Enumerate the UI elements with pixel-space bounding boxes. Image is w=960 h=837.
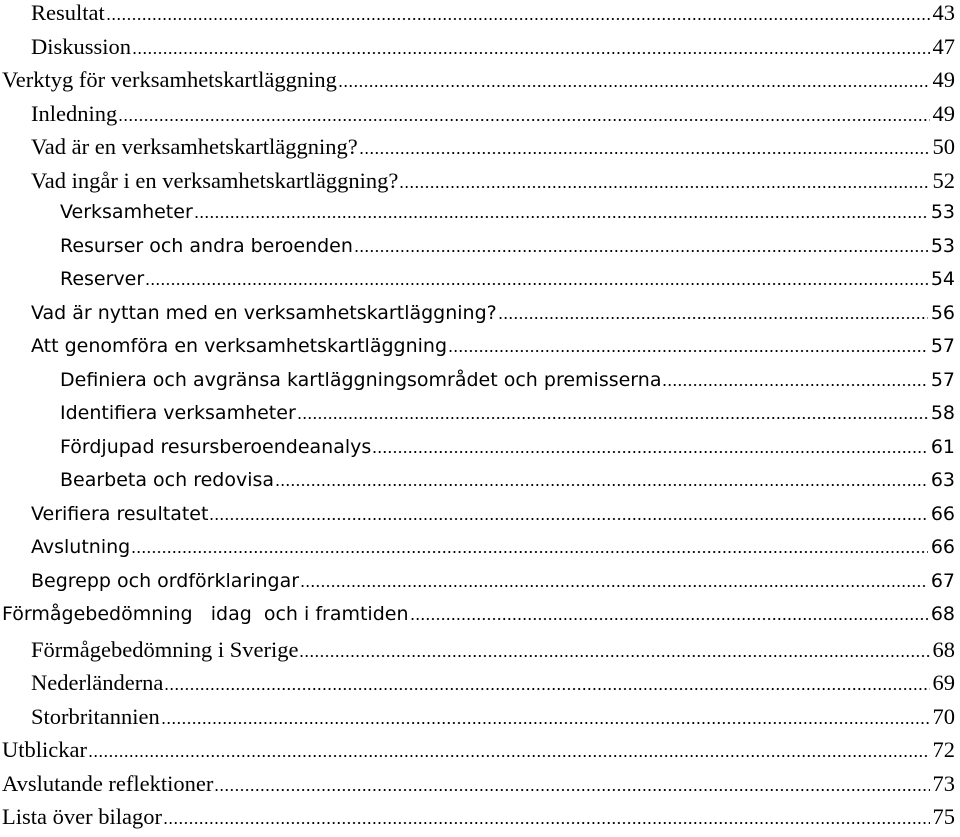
toc-entry[interactable] (0, 369, 960, 402)
toc-entry-title: Avslutande reflektioner (2, 771, 213, 797)
toc-entry[interactable] (0, 67, 960, 100)
toc-entry-title: Fördjupad resursberoendeanalys (60, 436, 371, 458)
toc-entry-page-number: 68 (931, 603, 960, 625)
toc-entry-page-number: 68 (933, 637, 960, 663)
toc-entry-page-number: 50 (933, 134, 960, 160)
toc-entry-page-number: 52 (933, 168, 960, 194)
toc-entry-page-number: 47 (933, 34, 960, 60)
toc-entry-title: Begrepp och ordförklaringar (31, 570, 299, 592)
toc-entry-page-number: 72 (933, 737, 960, 763)
toc-entry-title: Verksamheter (60, 201, 193, 223)
toc-entry-title: Bearbeta och redovisa (60, 469, 274, 491)
toc-entry[interactable] (0, 704, 960, 737)
toc-entry-page-number: 70 (933, 704, 960, 730)
toc-entry-page-number: 66 (931, 503, 960, 525)
toc-entry-page-number: 61 (931, 436, 960, 458)
toc-entry-page-number: 73 (933, 771, 960, 797)
toc-entry[interactable] (0, 168, 960, 201)
toc-entry[interactable] (0, 402, 960, 435)
toc-dot-leader (338, 83, 930, 87)
toc-entry[interactable] (0, 637, 960, 670)
toc-entry-page-number: 63 (931, 469, 960, 491)
toc-entry[interactable] (0, 570, 960, 603)
toc-entry-title: Identifiera verksamheter (60, 402, 296, 424)
toc-entry-page-number: 67 (931, 570, 960, 592)
toc-entry-title: Definiera och avgränsa kartläggningsområdet och premisserna (60, 369, 661, 391)
toc-dot-leader (299, 653, 929, 657)
toc-dot-leader (131, 549, 928, 553)
toc-dot-leader (164, 686, 929, 690)
toc-dot-leader (118, 117, 929, 121)
toc-dot-leader (132, 50, 929, 54)
toc-dot-leader (498, 315, 928, 319)
toc-entry-title: Vad ingår i en verksamhetskartläggning? (31, 168, 398, 194)
toc-entry-title: Nederländerna (31, 670, 163, 696)
toc-entry[interactable] (0, 34, 960, 67)
toc-dot-leader (448, 348, 928, 352)
toc-entry-page-number: 43 (933, 0, 960, 26)
toc-entry-title: Diskussion (31, 34, 131, 60)
toc-entry[interactable] (0, 436, 960, 469)
toc-entry-title: Förmågebedömning i Sverige (31, 637, 298, 663)
toc-entry-page-number: 49 (933, 67, 960, 93)
toc-entry-title: Inledning (31, 101, 117, 127)
toc-dot-leader (275, 482, 928, 486)
toc-entry-title: Verktyg för verksamhetskartläggning (2, 67, 337, 93)
toc-entry-page-number: 53 (931, 201, 960, 223)
toc-entry-page-number: 56 (931, 302, 960, 324)
toc-dot-leader (372, 449, 928, 453)
toc-entry-title: Att genomföra en verksamhetskartläggning (31, 335, 447, 357)
toc-entry-page-number: 53 (931, 235, 960, 257)
toc-entry[interactable] (0, 536, 960, 569)
toc-entry[interactable] (0, 134, 960, 167)
toc-dot-leader (297, 415, 928, 419)
toc-entry[interactable] (0, 503, 960, 536)
toc-entry-title: Reserver (60, 268, 144, 290)
toc-entry[interactable] (0, 101, 960, 134)
toc-entry-page-number: 58 (931, 402, 960, 424)
toc-entry[interactable] (0, 0, 960, 33)
toc-entry[interactable] (0, 603, 960, 636)
toc-entry[interactable] (0, 469, 960, 502)
toc-entry-page-number: 54 (931, 268, 960, 290)
toc-entry-page-number: 57 (931, 335, 960, 357)
toc-dot-leader (88, 753, 930, 757)
toc-dot-leader (354, 248, 928, 252)
toc-dot-leader (410, 616, 928, 620)
toc-entry[interactable] (0, 302, 960, 335)
toc-dot-leader (209, 516, 927, 520)
toc-dot-leader (106, 16, 930, 20)
toc-entry-page-number: 69 (933, 670, 960, 696)
toc-entry[interactable] (0, 235, 960, 268)
toc-entry-page-number: 75 (933, 804, 960, 830)
toc-entry[interactable] (0, 737, 960, 770)
toc-entry-title: Resurser och andra beroenden (60, 235, 353, 257)
toc-entry-page-number: 66 (931, 536, 960, 558)
toc-dot-leader (194, 214, 928, 218)
toc-dot-leader (399, 184, 929, 188)
toc-entry-title: Utblickar (2, 737, 87, 763)
toc-dot-leader (662, 382, 927, 386)
toc-entry-title: Storbritannien (31, 704, 160, 730)
toc-entry-title: Lista över bilagor (2, 804, 162, 830)
toc-entry-page-number: 57 (931, 369, 960, 391)
toc-entry[interactable] (0, 804, 960, 837)
toc-entry-title: Vad är en verksamhetskartläggning? (31, 134, 358, 160)
toc-entry-title: Vad är nyttan med en verksamhetskartläggning? (31, 302, 497, 324)
toc-dot-leader (161, 720, 930, 724)
toc-entry[interactable] (0, 201, 960, 234)
toc-dot-leader (214, 787, 929, 791)
toc-entry-page-number: 49 (933, 101, 960, 127)
toc-dot-leader (163, 820, 930, 824)
toc-entry[interactable] (0, 670, 960, 703)
toc-entry-title: Resultat (31, 0, 105, 26)
toc-entry-title: Avslutning (31, 536, 130, 558)
toc-dot-leader (300, 583, 928, 587)
toc-entry[interactable] (0, 771, 960, 804)
toc-entry-title: Verifiera resultatet (31, 503, 208, 525)
toc-entry[interactable] (0, 335, 960, 368)
toc-dot-leader (145, 281, 928, 285)
toc-entry[interactable] (0, 268, 960, 301)
toc-dot-leader (359, 150, 930, 154)
toc-entry-title: Förmågebedömning idag och i framtiden (2, 603, 409, 625)
